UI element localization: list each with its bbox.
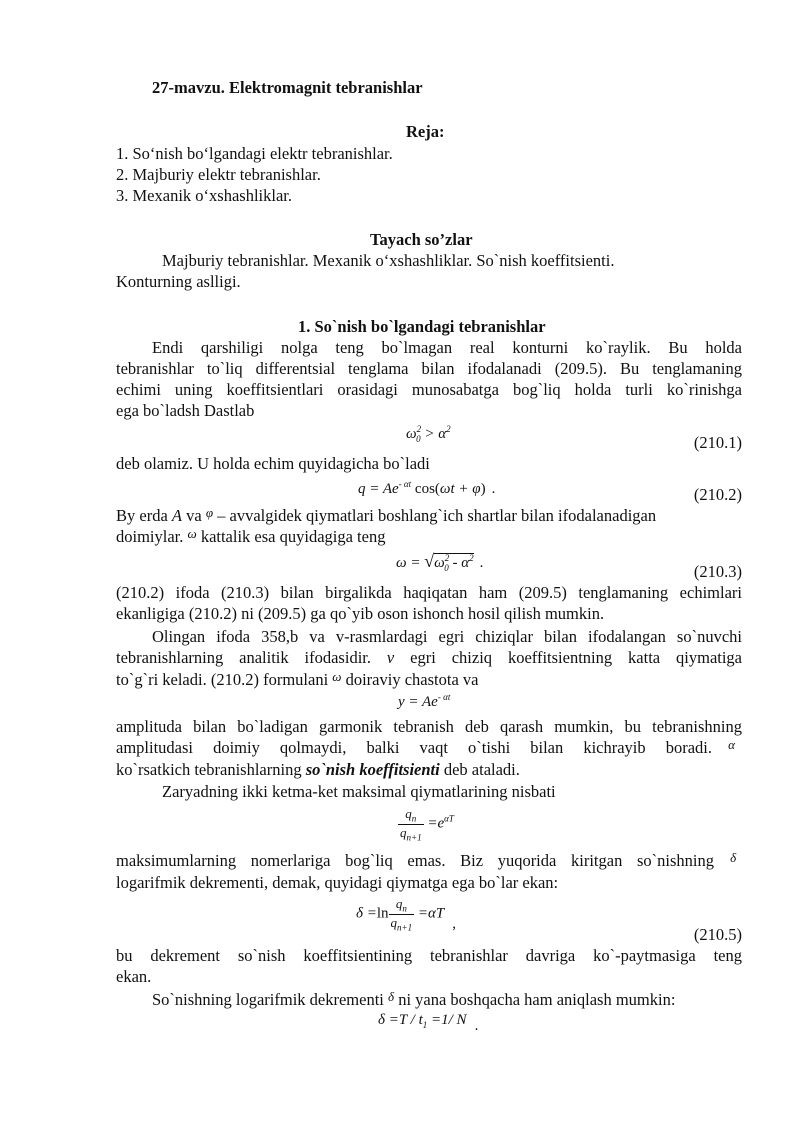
symbol-v: v [386,648,395,667]
equation-210-2: $q = Ae^{- \alpha t}$ cos(ωt + φ) . [358,479,496,497]
equation-number: (210.2) [693,485,742,504]
paragraph-line: Endi qarshiligi nolga teng bo`lmagan real konturni ko`raylik. Bu holda [152,338,742,357]
paragraph-line [152,990,675,1011]
paragraph-line: (210.2) ifoda (210.3) bilan birgalikda haqiqatan ham (209.5) tenglamaning echimlari [116,583,742,602]
paragraph-line: ekanligiga (210.2) ni (209.5) ga qo`yib oson ishonch hosil qilish mumkin. [116,604,605,623]
symbol-alpha: α [728,737,735,752]
plan-item: 1. So‘nish bo‘lgandagi elektr tebranishlar. [116,144,393,163]
paragraph-line: ekan. [116,967,152,986]
plan-heading: Reja: [406,122,445,141]
text-fragment: doiraviy chastota va [345,670,479,689]
text-fragment: doimiylar. [116,527,184,546]
plan-item: 3. Mexanik o‘xshashliklar. [116,186,292,205]
keywords-text: Majburiy tebranishlar. Mexanik o‘xshashliklar. So`nish koeffitsienti. [162,251,615,270]
text-fragment: deb ataladi. [443,760,520,779]
term-damping-coefficient: so`nish koeffitsienti [305,760,440,779]
paragraph-line: ega bo`ladsh Dastlab [116,401,255,420]
text-fragment: ko`rsatkich tebranishlarning [116,760,302,779]
paragraph-line [116,648,742,668]
text-fragment: va [186,506,202,525]
paragraph-line [116,527,385,548]
paragraph-line [116,851,742,872]
document-title: 27-mavzu. Elektromagnit tebranishlar [152,78,423,97]
paragraph-line [116,670,478,691]
paragraph-line [116,506,742,527]
equation-amplitude: $y = Ae^{- \alpha t}$ [398,692,451,710]
equation-ratio: $\frac{q_n}{q_{n+1}}$ $=e^{\alpha T}$ [400,806,454,843]
equation-number: (210.5) [693,925,742,944]
equation-number: (210.3) [693,562,742,581]
text-fragment: kattalik esa quyidagiga teng [200,527,386,546]
paragraph-line: deb olamiz. U holda echim quyidagicha bo`ladi [116,454,430,473]
equation-210-1: $\omega^2_0 > \alpha^2$ [406,424,451,444]
paragraph-line [116,760,520,780]
symbol-delta: δ [388,989,395,1004]
symbol-delta: δ [730,850,737,865]
paragraph-line: logarifmik dekrementi, demak, quyidagi qiymatga ega bo`lar ekan: [116,873,559,892]
symbol-omega: ω [187,526,197,541]
paragraph-line: Olingan ifoda 358,b va v-rasmlardagi egri chiziqlar bilan ifodalangan so`nuvchi [152,627,742,646]
symbol-phi: φ [205,505,214,520]
text-fragment: ni yana boshqacha ham aniqlash mumkin: [398,990,676,1009]
equation-decrement: $\delta =T / t_1 =1/$ N . [378,1012,479,1034]
paragraph-line: tebranishlar to`liq differentsial tenglama bilan ifodalanadi (209.5). Bu tenglamaning [116,359,742,378]
text-fragment: amplitudasi doimiy qolmaydi, balki vaqt o`tishi bilan kichrayib boradi. [116,738,712,757]
text-fragment: to`g`ri keladi. (210.2) formulani [116,670,329,689]
paragraph-line: echimi uning koeffitsientlari orasidagi munosabatga bog`liq holda turli ko`rinishga [116,380,742,399]
text-fragment: maksimumlarning nomerlariga bog`liq emas. Biz yuqorida kiritgan so`nishning [116,851,714,870]
paragraph-line: bu dekrement so`nish koeffitsientining tebranishlar davriga ko`-paytmasiga teng [116,946,742,965]
symbol-A: A [171,506,182,525]
keywords-heading: Tayach so’zlar [370,230,473,249]
symbol-omega: ω [332,669,342,684]
equation-210-5: δ =ln $\frac{q_n}{q_{n+1}}$ =αT, [356,896,456,933]
equation-210-3: $\omega = √\omega^2_0 - \alpha^2$ . [396,551,484,573]
plan-item: 2. Majburiy elektr tebranishlar. [116,165,321,184]
paragraph-line: amplituda bilan bo`ladigan garmonik tebranish deb qarash mumkin, bu tebranishning [116,717,742,736]
keywords-text: Konturning aslligi. [116,272,241,291]
paragraph-line: Zaryadning ikki ketma-ket maksimal qiymatlarining nisbati [162,782,556,801]
text-fragment: So`nishning logarifmik dekrementi [152,990,384,1009]
paragraph-line [116,738,742,759]
text-fragment: By erda [116,506,168,525]
text-fragment: – avvalgidek qiymatlari boshlang`ich shartlar bilan ifodalanadigan [217,506,657,525]
text-fragment: tebranishlarning analitik ifodasidir. [116,648,371,667]
text-fragment: egri chiziq koeffitsientning katta qiymatiga [410,648,743,667]
equation-number: (210.1) [693,433,742,452]
section-heading: 1. So`nish bo`lgandagi tebranishlar [298,317,546,336]
